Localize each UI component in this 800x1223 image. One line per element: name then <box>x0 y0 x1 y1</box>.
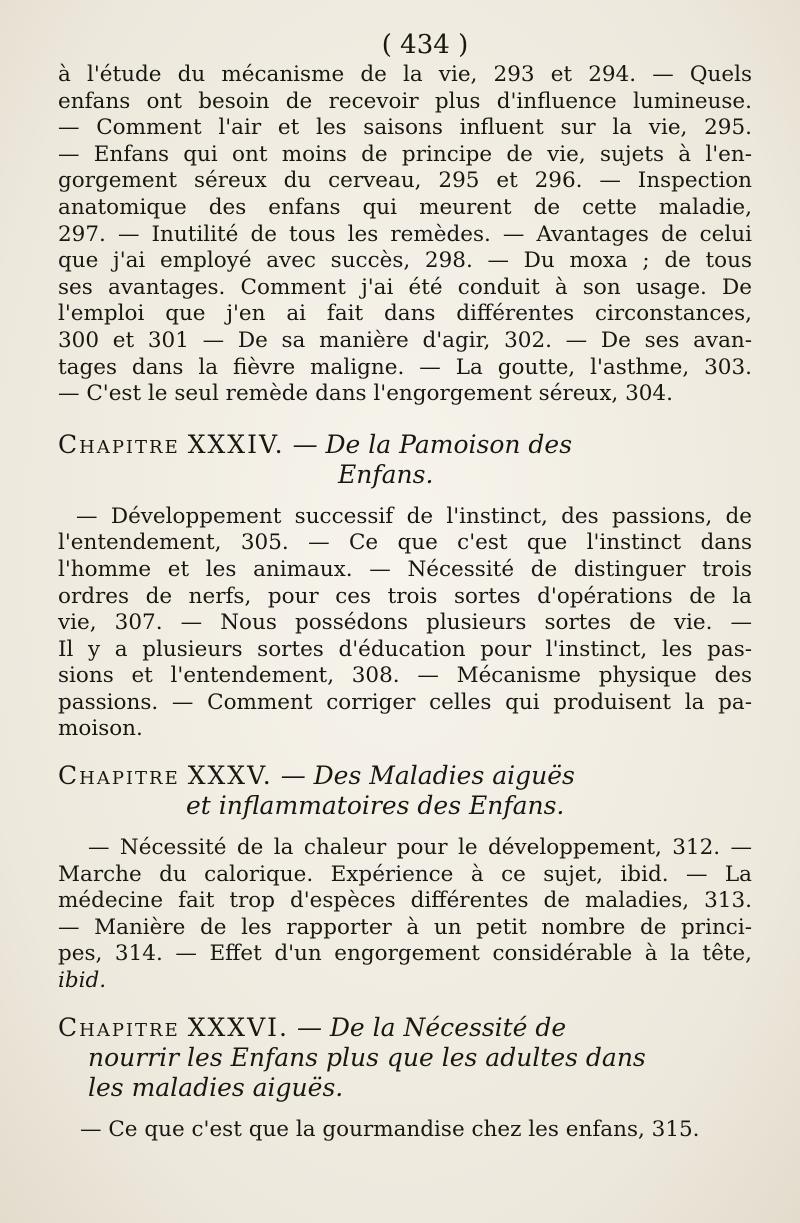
page-number: ( 434 ) <box>381 30 469 60</box>
chapter-heading-35 <box>58 761 752 821</box>
chapter-label: Chapitre <box>58 429 180 459</box>
text-line: Il y a plusieurs sortes d'éducation pour l'instinct, les pas- <box>58 636 752 662</box>
text-line: l'entendement, 305. — Ce que c'est que l'instinct dans <box>58 530 752 556</box>
text-line: tages dans la fièvre maligne. — La goutte, l'asthme, 303. <box>58 354 752 380</box>
chapter-title: — Des Maladies aiguës <box>280 761 575 791</box>
chapter-title-continued: les maladies aiguës. <box>88 1072 344 1102</box>
text-line: anatomique des enfans qui meurent de cette maladie, <box>58 194 752 220</box>
text-line: l'homme et les animaux. — Nécessité de distinguer trois <box>58 556 752 582</box>
chapter-summary-35 <box>58 835 752 995</box>
text-line: sions et l'entendement, 308. — Mécanisme physique des <box>58 663 752 689</box>
text-line: gorgement séreux du cerveau, 295 et 296. — Inspection <box>58 168 752 194</box>
chapter-title-continued: Enfans. <box>338 459 434 489</box>
text-line: moison. <box>58 716 143 742</box>
chapter-heading-36 <box>58 1013 752 1103</box>
text-line: médecine fait trop d'espèces différentes de maladies, 313. <box>58 888 752 914</box>
text-line: — Manière de les rapporter à un petit nombre de princi- <box>58 914 752 940</box>
text-line: ses avantages. Comment j'ai été conduit à son usage. De <box>58 274 752 300</box>
chapter-heading-34 <box>58 430 752 490</box>
text-line: passions. — Comment corriger celles qui produisent la pa- <box>58 689 752 715</box>
chapter-number: XXXIV. <box>187 429 285 459</box>
text-line: — Enfans qui ont moins de principe de vie, sujets à l'en- <box>58 141 752 167</box>
chapter-title-continued: et inflammatoires des Enfans. <box>186 791 565 821</box>
chapter-label: Chapitre <box>58 1012 180 1042</box>
text-line: Marche du calorique. Expérience à ce sujet, ibid. — La <box>58 861 752 887</box>
text-line: ordres de nerfs, pour ces trois sortes d'opérations de la <box>58 583 752 609</box>
text-line: que j'ai employé avec succès, 298. — Du moxa ; de tous <box>58 248 752 274</box>
chapter-number: XXXV. <box>187 761 273 791</box>
text-line: — Développement successif de l'instinct, des passions, de <box>76 503 752 529</box>
text-line: enfans ont besoin de recevoir plus d'influence lumineuse. <box>58 88 752 114</box>
text-line: l'emploi que j'en ai fait dans différentes circonstances, <box>58 301 752 327</box>
intro-paragraph <box>58 62 752 408</box>
text-line: — C'est le seul remède dans l'engorgement séreux, 304. <box>58 381 673 407</box>
chapter-number: XXXVI. <box>187 1012 289 1042</box>
chapter-title: — De la Nécessité de <box>296 1012 567 1042</box>
chapter-title-continued: nourrir les Enfans plus que les adultes dans <box>88 1042 646 1072</box>
chapter-title: — De la Pamoison des <box>292 429 573 459</box>
chapter-label: Chapitre <box>58 761 180 791</box>
text-line: 300 et 301 — De sa manière d'agir, 302. — De ses avan- <box>58 327 752 353</box>
text-line: 297. — Inutilité de tous les remèdes. — Avantages de celui <box>58 221 752 247</box>
text-line: à l'étude du mécanisme de la vie, 293 et 294. — Quels <box>58 62 752 87</box>
chapter-summary-36 <box>58 1117 752 1144</box>
text-line: — Comment l'air et les saisons influent sur la vie, 295. <box>58 115 752 141</box>
text-line: — Ce que c'est que la gourmandise chez les enfans, 315. <box>80 1116 700 1142</box>
text-line: ibid. <box>58 968 107 994</box>
text-line: vie, 307. — Nous possédons plusieurs sortes de vie. — <box>58 610 752 636</box>
text-line: — Nécessité de la chaleur pour le développement, 312. — <box>88 835 752 861</box>
text-line: pes, 314. — Effet d'un engorgement considérable à la tête, <box>58 941 752 967</box>
chapter-summary-34 <box>58 504 752 743</box>
